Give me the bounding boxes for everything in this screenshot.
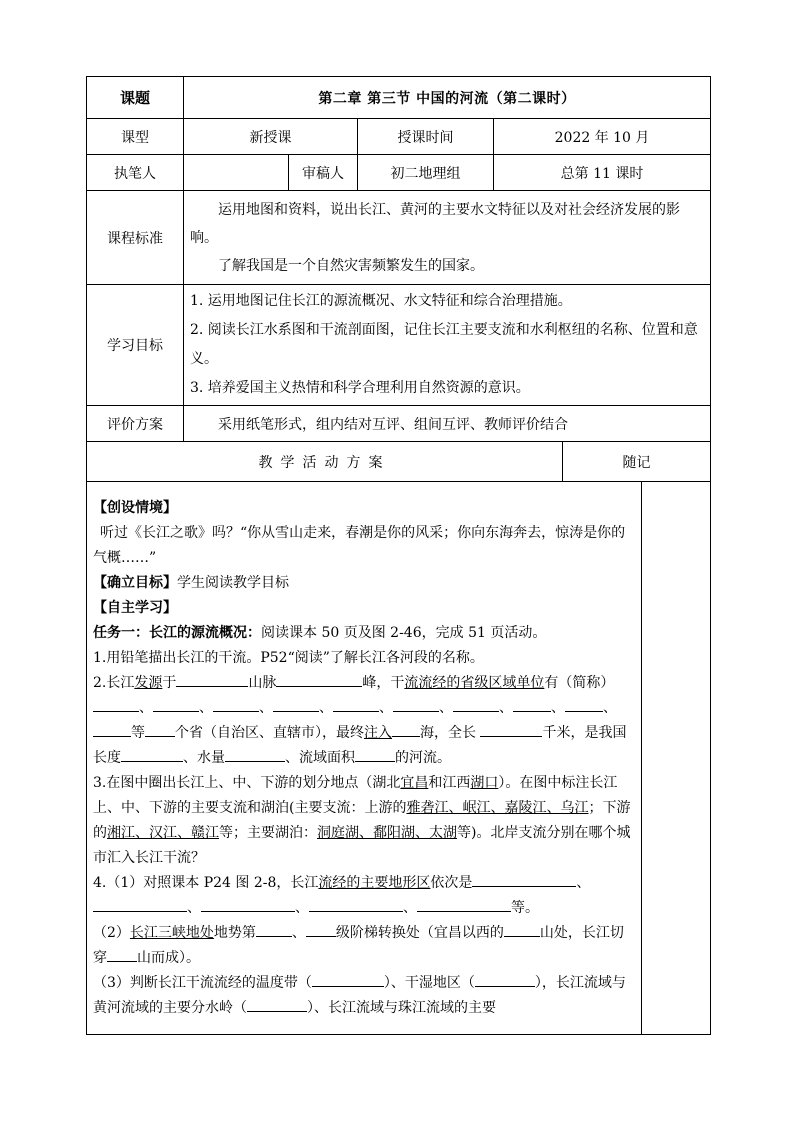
q3-text: 3.在图中圈出长江上、中、下游的划分地点（湖北 [93,775,401,792]
q2-text: 峰，干 [362,675,405,692]
q3-text: 等)。北岸支流分别在哪个城市汇入长江干流？ [93,825,631,867]
goal-text: 学生阅读教学目标 [177,575,289,592]
q3-text: ）。在图中标注长江上、中、下游的主要支流和湖泊(主要支流：上游的 [93,775,618,817]
type-label: 课型 [87,119,184,155]
q4-text: （3）判断长江干流流经的温度带（ [93,975,312,992]
activity-content [87,482,642,1034]
q4-text: 级阶梯转换处（宜昌以西的 [335,925,504,942]
q4-text: 等。 [511,900,539,917]
answer-blank[interactable] [93,697,139,712]
answer-blank[interactable] [565,697,603,712]
goals-label: 学习目标 [87,285,184,406]
q2-text: 等 [131,725,145,742]
answer-blank[interactable] [453,697,499,712]
q2-text: 2.长江 [93,675,135,692]
q3-underlined-hukou: 湖口 [470,775,499,792]
goal-item-1: 1. 运用地图记住长江的源流概况、水文特征和综合治理措施。 [190,293,572,309]
q3-underlined-yichang: 宜昌 [400,775,429,792]
answer-blank[interactable] [256,922,292,937]
answer-blank[interactable] [247,997,307,1012]
evaluation-text: 采用纸笔形式，组内结对互评、组间互评、教师评价结合 [184,406,711,442]
q2-text: 、水量 [183,750,225,767]
q2-text: 个省（自治区、直辖市），最终 [175,725,364,742]
time-value: 2022 年 10 月 [494,119,711,155]
goals-content [184,285,711,406]
answer-blank[interactable] [355,747,395,762]
author-label: 执笔人 [87,155,184,191]
topic-label: 课题 [87,77,184,119]
question-1: 1.用铅笔描出长江的干流。P52“阅读”了解长江各河段的名称。 [93,650,484,667]
evaluation-label: 评价方案 [87,406,184,442]
q2-text: 于 [162,675,177,692]
lesson-header-table [86,76,711,482]
q4-text: 依次是 [430,875,473,892]
q3-underlined-lower-tributaries: 湘江、汉江、赣江 [107,825,219,842]
q4-text: 山而成）。 [137,950,200,967]
q3-text: 等；主要湖泊： [219,825,317,842]
question-2: 2.长江发源于 山脉 峰，干流流经的省级区域单位有（简称） 、 、 、 、 、 、 、 、 、等 个省（自治区、直辖市），最终注入 海，全长 千米，是我国长度 、水量 、流域面积 的河流。 [93,671,637,771]
reviewer-label: 审稿人 [289,155,358,191]
task1-text: 阅读课本 50 页及图 2-46，完成 51 页活动。 [261,625,547,642]
answer-blank[interactable] [306,922,336,937]
answer-blank[interactable] [107,947,137,962]
standard-line-2: 了解我国是一个自然灾害频繁发生的国家。 [218,257,484,274]
answer-blank[interactable] [201,897,295,912]
answer-blank[interactable] [392,722,420,737]
q3-underlined-lakes: 洞庭湖、鄱阳湖、太湖 [317,825,457,842]
answer-blank[interactable] [176,672,248,687]
answer-blank[interactable] [513,697,551,712]
answer-blank[interactable] [309,897,403,912]
q2-text: 有（简称） [544,675,615,692]
answer-blank[interactable] [93,897,187,912]
answer-blank[interactable] [225,747,285,762]
question-3 [93,771,637,871]
answer-blank[interactable] [393,697,439,712]
answer-blank[interactable] [273,697,319,712]
answer-blank[interactable] [312,972,384,987]
q4-text: ）、干湿地区（ [383,975,475,992]
q2-underlined-provinces: 流流经的省级区域单位 [404,675,545,692]
standard-content [184,191,711,285]
q2-text: 、流域面积 [285,750,355,767]
type-value: 新授课 [184,119,358,155]
activity-table [86,482,711,1035]
q3-underlined-upper-tributaries: 雅砻江、岷江、嘉陵江、乌江 [406,800,589,817]
question-4-3 [93,971,637,1021]
answer-blank[interactable] [472,872,576,887]
answer-blank[interactable] [153,697,199,712]
reviewer-value: 初二地理组 [358,155,494,191]
period-count: 总第 11 课时 [494,155,711,191]
question-4-1: 4.（1）对照课本 P24 图 2-8，长江流经的主要地形区依次是 、、 、 、 等。 [93,871,637,921]
self-study-heading: 【自主学习】 [93,600,177,617]
q2-text: 千米，是我国长度 [93,725,627,767]
q4-underlined-gorges: 长江三峡地处 [129,925,214,942]
goal-item-3: 3. 培养爱国主义热情和科学合理利用自然资源的意识。 [190,380,530,396]
standard-line-1: 运用地图和资料，说出长江、黄河的主要水文特征以及对社会经济发展的影响。 [190,201,680,246]
lesson-plan-sheet [86,76,710,1042]
answer-blank[interactable] [475,972,535,987]
situation-heading: 【创设情境】 [93,500,177,517]
answer-blank[interactable] [417,897,511,912]
q4-text: ），长江流域与黄河流域的主要分水岭（ [93,975,626,1017]
topic-value: 第二章 第三节 中国的河流（第二课时） [184,77,711,119]
answer-blank[interactable] [145,722,175,737]
q4-text: （2） [93,925,130,942]
q4-text: 山处，长江切穿 [93,925,624,967]
q4-underlined-terrain: 流经的主要地形区 [318,875,431,892]
notes-column [642,482,711,1034]
answer-blank[interactable] [333,697,379,712]
q2-text: 的河流。 [395,750,451,767]
q4-text: 地势第 [213,925,256,942]
time-label: 授课时间 [358,119,494,155]
standard-label: 课程标准 [87,191,184,285]
goal-heading: 【确立目标】 [93,575,177,592]
answer-blank[interactable] [504,922,540,937]
goal-item-2: 2. 阅读长江水系图和干流剖面图，记住长江主要支流和水利枢纽的名称、位置和意义。 [190,322,698,367]
q3-text: ；下游的 [93,800,631,842]
notes-heading: 随记 [563,442,711,482]
q2-underlined-outflow: 注入 [364,725,392,742]
answer-blank[interactable] [480,722,542,737]
task1-heading: 任务一：长江的源流概况： [93,625,261,642]
author-value [184,155,289,191]
q2-underlined-source: 发源 [134,675,163,692]
activity-heading: 教学活动方案 [87,442,563,482]
answer-blank[interactable] [213,697,259,712]
q4-text: 4.（1）对照课本 P24 图 2-8，长江 [93,875,319,892]
answer-blank[interactable] [276,672,362,687]
q3-text: 和江西 [428,775,471,792]
q2-text: 海，全长 [420,725,476,742]
answer-blank[interactable] [121,747,183,762]
q4-text: ）、长江流域与珠江流域的主要 [307,1000,496,1017]
situation-text: 听过《长江之歌》吗？“你从雪山走来，春潮是你的风采；你向东海奔去，惊涛是你的气概……” [93,525,626,567]
q2-text: 山脉 [248,675,277,692]
question-4-2: （2）长江三峡地处地势第 、 级阶梯转换处（宜昌以西的 山处，长江切穿 山而成）。 [93,921,637,971]
answer-blank[interactable] [93,722,131,737]
